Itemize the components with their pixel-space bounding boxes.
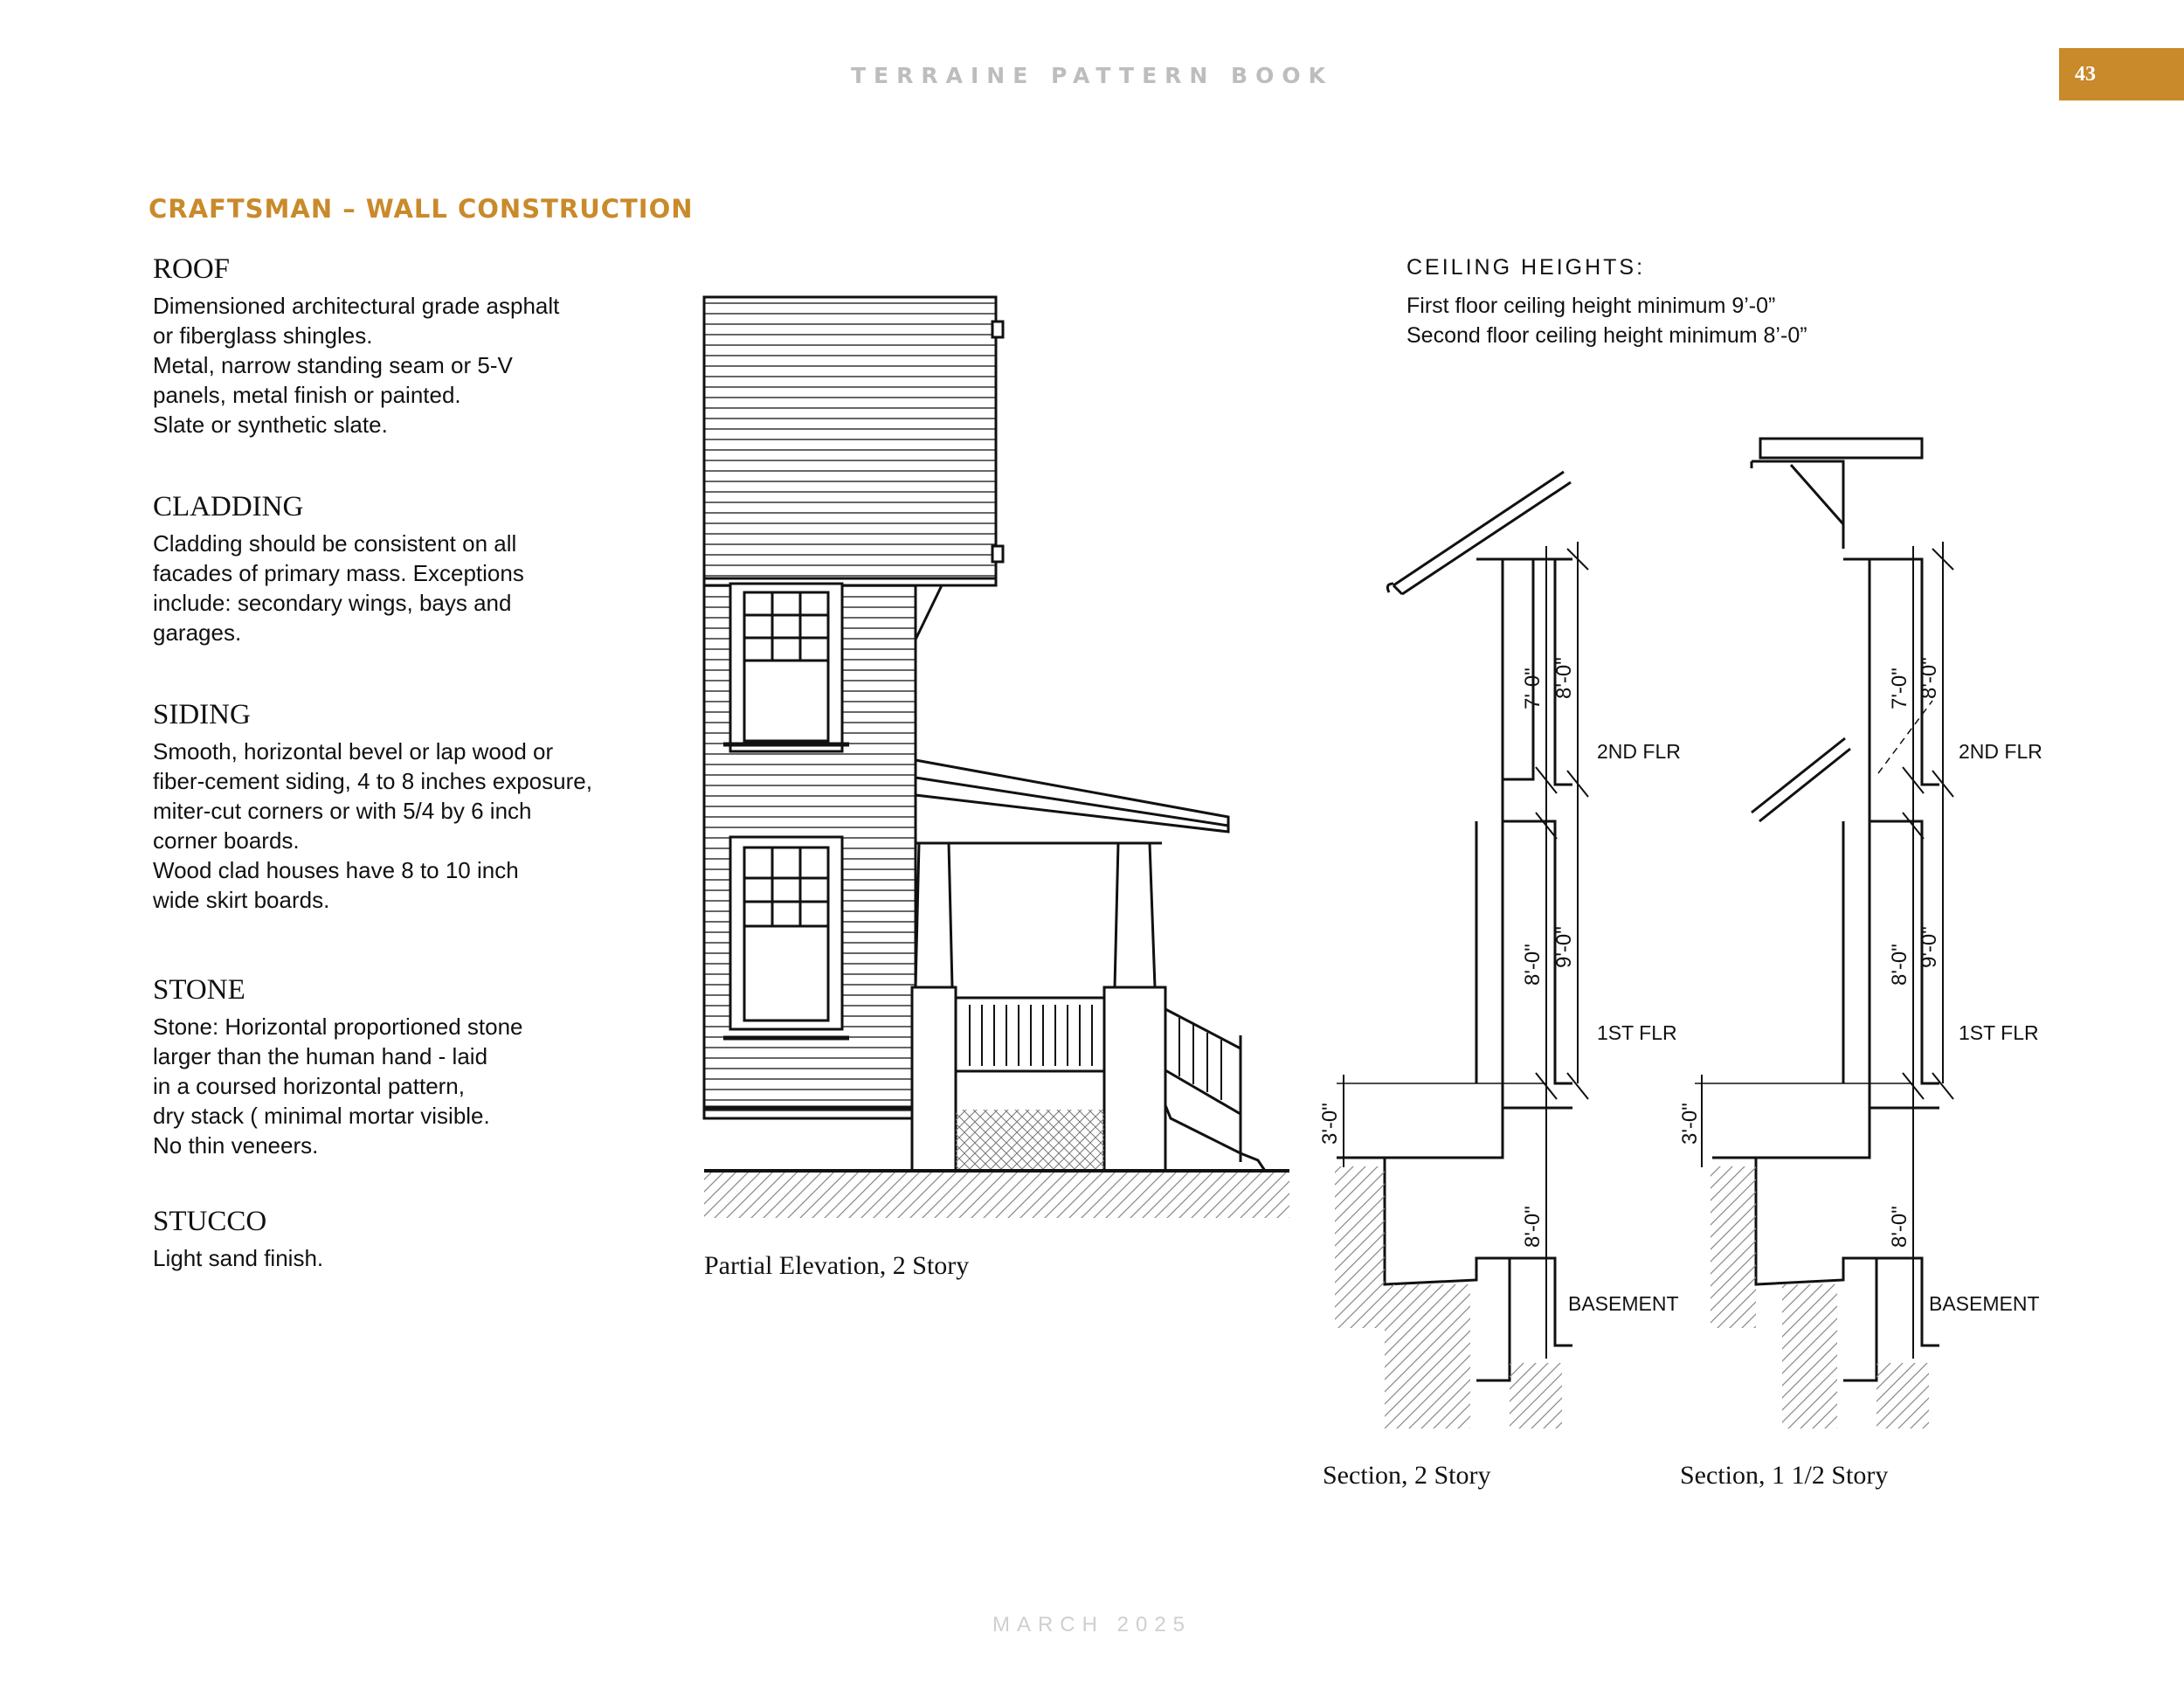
dim-second-ceiling: 8'-0" [1552,657,1576,699]
section-15-caption: Section, 1 1/2 Story [1680,1461,1889,1490]
page-number: 43 [2059,48,2184,100]
running-header: TERRAINE PATTERN BOOK [851,63,1333,88]
dim-first-wall: 8'-0" [1521,944,1545,986]
roof-line: panels, metal finish or painted. [153,382,461,408]
section-two-story-drawing [1335,472,1588,1429]
stone-heading: STONE [153,974,245,1006]
stone-line: larger than the human hand - laid [153,1043,488,1069]
label-1st-floor: 1ST FLR [1959,1021,2039,1044]
stone-line: dry stack ( minimal mortar visible. [153,1103,490,1129]
elevation-caption: Partial Elevation, 2 Story [704,1251,970,1280]
stone-line: No thin veneers. [153,1132,319,1159]
label-basement: BASEMENT [1568,1292,1679,1315]
siding-line: fiber-cement siding, 4 to 8 inches exposure, [153,768,592,794]
cladding-heading: CLADDING [153,491,304,522]
partial-elevation-drawing [704,297,1289,1218]
section-2-caption: Section, 2 Story [1323,1461,1491,1490]
dim-grade: 3'-0" [1318,1103,1342,1145]
siding-heading: SIDING [153,699,251,730]
footer-date: MARCH 2025 [992,1613,1192,1636]
ceiling-line: First floor ceiling height minimum 9’-0” [1406,294,1776,318]
dim-basement: 8'-0" [1888,1206,1911,1248]
roof-heading: ROOF [153,253,231,285]
cladding-line: Cladding should be consistent on all [153,530,517,557]
dim-basement: 8'-0" [1521,1206,1545,1248]
stucco-heading: STUCCO [153,1206,267,1237]
dim-grade: 3'-0" [1678,1103,1702,1145]
siding-line: miter-cut corners or with 5/4 by 6 inch [153,798,532,824]
dim-second-ceiling: 8'-0" [1918,657,1941,699]
ceiling-heading: CEILING HEIGHTS: [1406,255,1646,280]
cladding-line: include: secondary wings, bays and [153,590,512,616]
cladding-line: garages. [153,619,242,646]
page-title: CRAFTSMAN – WALL CONSTRUCTION [149,194,694,224]
cladding-line: facades of primary mass. Exceptions [153,560,524,586]
roof-line: Metal, narrow standing seam or 5-V [153,352,513,378]
stone-line: in a coursed horizontal pattern, [153,1073,465,1099]
label-2nd-floor: 2ND FLR [1597,740,1681,763]
stone-line: Stone: Horizontal proportioned stone [153,1013,523,1040]
siding-line: corner boards. [153,827,300,854]
label-1st-floor: 1ST FLR [1597,1021,1677,1044]
dim-first-wall: 8'-0" [1888,944,1911,986]
section-one-half-story-drawing [1695,439,1953,1429]
label-basement: BASEMENT [1929,1292,2040,1315]
dim-first-ceiling: 9'-0" [1552,926,1576,968]
roof-line: Dimensioned architectural grade asphalt [153,293,560,319]
dim-upper-wall: 7'-0" [1888,668,1911,709]
roof-line: or fiberglass shingles. [153,322,373,349]
ceiling-line: Second floor ceiling height minimum 8’-0” [1406,323,1807,348]
label-2nd-floor: 2ND FLR [1959,740,2042,763]
siding-line: Wood clad houses have 8 to 10 inch [153,857,519,883]
siding-line: Smooth, horizontal bevel or lap wood or [153,738,554,764]
dim-first-ceiling: 9'-0" [1918,926,1941,968]
roof-line: Slate or synthetic slate. [153,412,388,438]
dim-upper-wall: 7'-0" [1521,668,1545,709]
siding-line: wide skirt boards. [153,887,330,913]
stucco-line: Light sand finish. [153,1245,324,1271]
